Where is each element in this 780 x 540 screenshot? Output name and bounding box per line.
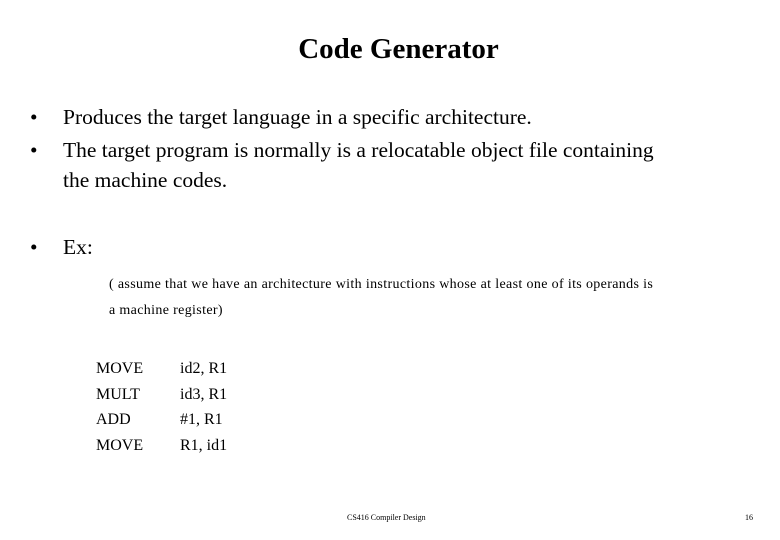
code-opcode: MULT — [96, 386, 140, 403]
code-operands: id2, R1 — [180, 360, 228, 377]
bullet-text-continuation: the machine codes. — [63, 168, 228, 192]
page-number: 16 — [745, 513, 753, 522]
code-operands: id3, R1 — [180, 386, 228, 403]
bullet-dot-icon: • — [30, 105, 38, 129]
code-operands: #1, R1 — [180, 411, 223, 428]
code-opcode: MOVE — [96, 437, 144, 454]
code-operands: R1, id1 — [180, 437, 228, 454]
bullet-text: The target program is normally is a relocatable object file containing — [63, 138, 654, 162]
bullet-dot-icon: • — [30, 235, 38, 259]
bullet-text: Produces the target language in a specific architecture. — [63, 105, 532, 129]
note-line: a machine register) — [109, 303, 223, 318]
note-line: ( assume that we have an architecture with instructions whose at least one of its operands is — [109, 277, 654, 292]
code-opcode: ADD — [96, 411, 131, 428]
slide-title: Code Generator — [298, 33, 499, 65]
bullet-text: Ex: — [63, 235, 93, 259]
code-opcode: MOVE — [96, 360, 144, 377]
bullet-dot-icon: • — [30, 138, 38, 162]
footer-course: CS416 Compiler Design — [347, 513, 426, 522]
